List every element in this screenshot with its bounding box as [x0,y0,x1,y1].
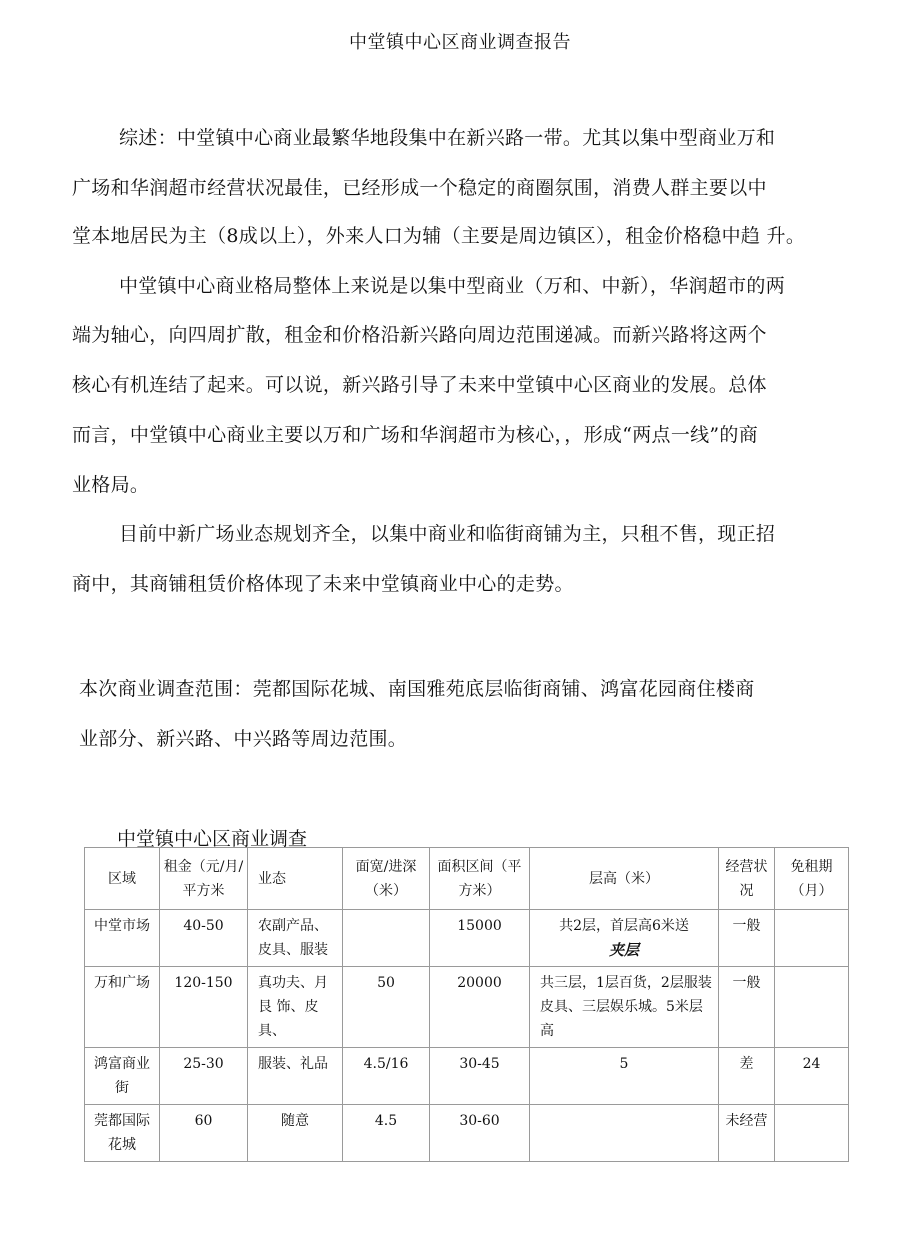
header-area: 面积区间（平方米） [430,848,530,910]
table-header-row [85,848,849,910]
cell-area: 20000 [430,967,530,1048]
cell-region: 莞都国际花城 [85,1105,160,1162]
table-row [85,967,849,1048]
cell-width-depth: 4.5 [343,1105,430,1162]
cell-free-period [775,910,849,967]
cell-free-period: 24 [775,1048,849,1105]
table-row [85,1048,849,1105]
page-title: 中堂镇中心区商业调查报告 [349,32,571,53]
cell-area: 30-60 [430,1105,530,1162]
header-region: 区域 [85,848,160,910]
cell-rent: 120-150 [160,967,248,1048]
paragraph-line: 中堂镇中心商业格局整体上来说是以集中型商业（万和、中新），华润超市的两 [119,275,786,297]
cell-width-depth: 50 [343,967,430,1048]
paragraph-line: 业格局。 [72,474,150,496]
paragraph-line: 核心有机连结了起来。可以说，新兴路引导了未来中堂镇中心区商业的发展。总体 [72,374,767,396]
cell-height-emphasis: 夹层 [608,941,639,959]
cell-region: 中堂市场 [85,910,160,967]
cell-rent: 25-30 [160,1048,248,1105]
cell-rent: 40-50 [160,910,248,967]
cell-area: 15000 [430,910,530,967]
paragraph-line: 端为轴心，向四周扩散，租金和价格沿新兴路向周边范围递减。而新兴路将这两个 [72,324,767,346]
cell-format: 真功夫、月 艮 饰、皮具、 [248,967,343,1048]
cell-status: 一般 [719,967,775,1048]
cell-status: 一般 [719,910,775,967]
table-caption: 中堂镇中心区商业调查 [117,828,308,850]
cell-format: 服装、礼品 [248,1048,343,1105]
cell-height: 5 [530,1048,719,1105]
cell-width-depth [343,910,430,967]
cell-height [530,910,719,967]
cell-status: 未经营 [719,1105,775,1162]
table-row [85,1105,849,1162]
survey-table [84,847,849,1162]
paragraph-line: 商中，其商铺租赁价格体现了未来中堂镇商业中心的走势。 [72,573,574,595]
header-free-period: 免租期（月） [775,848,849,910]
table-row [85,910,849,967]
cell-format: 随意 [248,1105,343,1162]
cell-height: 共三层，1层百货，2层服装皮具、三层娱乐城。5米层高 [530,967,719,1048]
cell-format: 农副产品、皮具、服装 [248,910,343,967]
paragraph-line: 广场和华润超市经营状况最佳，已经形成一个稳定的商圈氛围，消费人群主要以中 [72,177,767,199]
header-format: 业态 [248,848,343,910]
cell-free-period [775,967,849,1048]
cell-width-depth: 4.5/16 [343,1048,430,1105]
header-height: 层高（米） [530,848,719,910]
header-status: 经营状况 [719,848,775,910]
cell-free-period [775,1105,849,1162]
cell-area: 30-45 [430,1048,530,1105]
cell-region: 鸿富商业街 [85,1048,160,1105]
cell-region: 万和广场 [85,967,160,1048]
cell-status: 差 [719,1048,775,1105]
paragraph-line: 业部分、新兴路、中兴路等周边范围。 [79,728,408,750]
paragraph-line: 而言，中堂镇中心商业主要以万和广场和华润超市为核心，，形成“两点一线”的商 [72,424,759,446]
paragraph-line: 综述：中堂镇中心商业最繁华地段集中在新兴路一带。尤其以集中型商业万和 [119,127,776,149]
header-width-depth: 面宽/进深（米） [343,848,430,910]
cell-height-main: 共2层，首层高6米送 [559,918,689,934]
cell-rent: 60 [160,1105,248,1162]
header-rent: 租金（元/月/平方米 [160,848,248,910]
paragraph-line: 本次商业调查范围：莞都国际花城、南国雅苑底层临街商铺、鸿富花园商住楼商 [79,678,755,700]
cell-height [530,1105,719,1162]
paragraph-line: 堂本地居民为主（8成以上），外来人口为辅（主要是周边镇区），租金价格稳中趋 升。 [72,225,806,247]
paragraph-line: 目前中新广场业态规划齐全，以集中商业和临街商铺为主，只租不售，现正招 [119,523,776,545]
